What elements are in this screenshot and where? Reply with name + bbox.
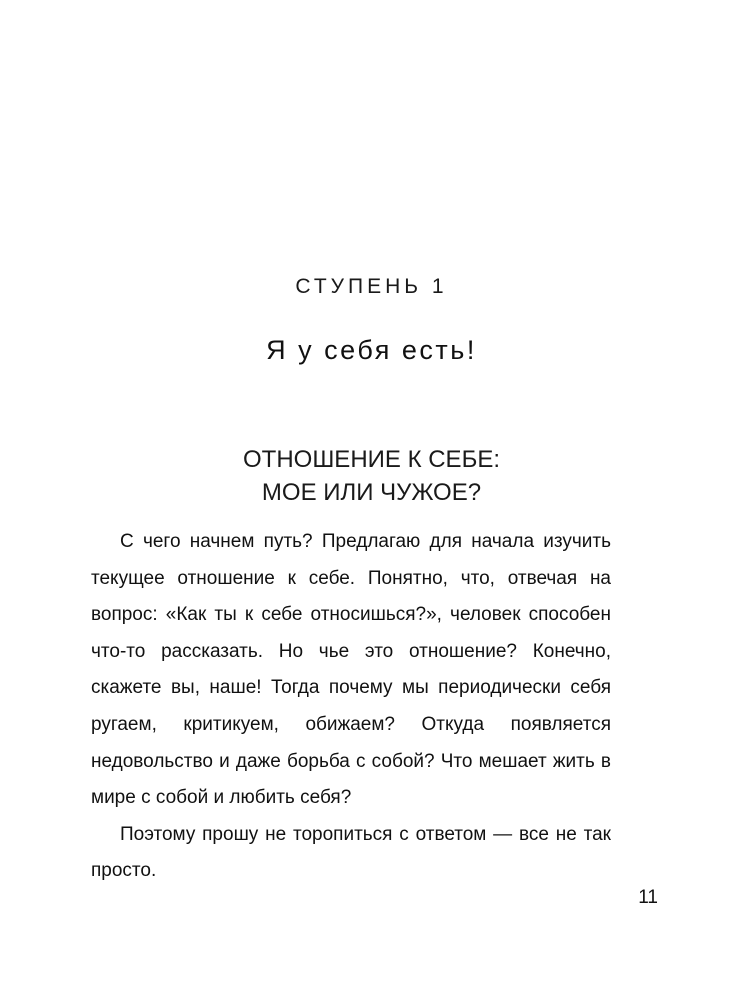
- paragraph-2: Поэтому прошу не торопиться с ответом — все не так просто.: [91, 823, 611, 882]
- section-heading: [0, 443, 743, 509]
- body-text: [91, 524, 611, 890]
- paragraph-1: С чего начнем путь? Предлагаю для начала изучить текущее отношение к себе. Понятно, что, отвечая на вопрос: «Как ты к себе относишься?», человек способен что-то рассказать. Но чье это отношение? Конечно, скажете вы, наше! Тогда почему мы периодически себя ругаем, критикуем, обижаем? Откуда появляется недовольство и даже борьба с собой? Что мешает жить в мире с собой и любить себя?: [91, 531, 611, 809]
- page-number: 11: [638, 887, 658, 908]
- section-heading-line-1: ОТНОШЕНИЕ К СЕБЕ:: [242, 446, 500, 473]
- chapter-title: Я у себя есть!: [266, 335, 477, 365]
- step-label: СТУПЕНЬ 1: [295, 275, 448, 298]
- section-heading-line-2: МОЕ ИЛИ ЧУЖОЕ?: [261, 479, 482, 506]
